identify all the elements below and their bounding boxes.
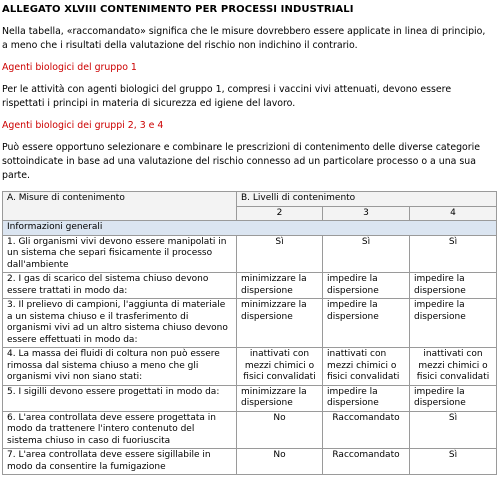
measure-cell: 3. Il prelievo di campioni, l'aggiunta di materiale a un sistema chiuso e il trasferimento di organismi vivi ad un altro sistema chiuso devono essere effettuati in modo da:: [3, 299, 237, 348]
col-a-header: A. Misure di contenimento: [3, 192, 237, 221]
level-2-cell: minimizzare la dispersione: [237, 299, 323, 348]
table-row: [3, 273, 497, 299]
level-2-cell: minimizzare la dispersione: [237, 385, 323, 411]
level-3-cell: impedire la dispersione: [323, 299, 410, 348]
section-label: Informazioni generali: [3, 221, 497, 236]
level-2-cell: Sì: [237, 235, 323, 273]
level-3-cell: Sì: [323, 235, 410, 273]
level-3-cell: inattivati con mezzi chimici o fisici convalidati: [323, 348, 410, 386]
containment-table: [2, 191, 497, 475]
table-row: [3, 385, 497, 411]
level-3-cell: impedire la dispersione: [323, 273, 410, 299]
page-title: ALLEGATO XLVIII CONTENIMENTO PER PROCESSI INDUSTRIALI: [2, 4, 354, 15]
level-3-cell: Raccomandato: [323, 449, 410, 475]
table-row: [3, 348, 497, 386]
level-3-cell: Raccomandato: [323, 411, 410, 449]
table-header-row: [3, 192, 497, 207]
level-2-cell: minimizzare la dispersione: [237, 273, 323, 299]
level-4-header: 4: [410, 206, 497, 221]
level-4-cell: inattivati con mezzi chimici o fisici convalidati: [410, 348, 497, 386]
level-2-cell: No: [237, 411, 323, 449]
level-2-cell: inattivati con mezzi chimici o fisici convalidati: [237, 348, 323, 386]
level-4-cell: impedire la dispersione: [410, 273, 497, 299]
level-3-cell: impedire la dispersione: [323, 385, 410, 411]
level-4-cell: impedire la dispersione: [410, 299, 497, 348]
level-3-header: 3: [323, 206, 410, 221]
table-row: [3, 299, 497, 348]
measure-cell: 5. I sigilli devono essere progettati in modo da:: [3, 385, 237, 411]
level-2-cell: No: [237, 449, 323, 475]
measure-cell: 7. L'area controllata deve essere sigillabile in modo da consentire la fumigazione: [3, 449, 237, 475]
group1-paragraph: Per le attività con agenti biologici del gruppo 1, compresi i vaccini vivi attenuati, devono essere rispettati i principi in materia di sicurezza ed igiene del lavoro.: [2, 84, 452, 109]
section-row: [3, 221, 497, 236]
table-row: [3, 449, 497, 475]
level-4-cell: impedire la dispersione: [410, 385, 497, 411]
level-4-cell: Sì: [410, 449, 497, 475]
col-b-header: B. Livelli di contenimento: [237, 192, 497, 207]
group1-heading: Agenti biologici del gruppo 1: [2, 62, 137, 73]
level-4-cell: Sì: [410, 235, 497, 273]
group234-heading: Agenti biologici dei gruppi 2, 3 e 4: [2, 120, 164, 131]
table-row: [3, 235, 497, 273]
table-row: [3, 411, 497, 449]
measure-cell: 6. L'area controllata deve essere progettata in modo da trattenere l'intero contenuto del sistema chiuso in caso di fuoriuscita: [3, 411, 237, 449]
level-4-cell: Sì: [410, 411, 497, 449]
measure-cell: 2. I gas di scarico del sistema chiuso devono essere trattati in modo da:: [3, 273, 237, 299]
measure-cell: 1. Gli organismi vivi devono essere manipolati in un sistema che separi fisicamente il processo dall'ambiente: [3, 235, 237, 273]
measure-cell: 4. La massa dei fluidi di coltura non può essere rimossa dal sistema chiuso a meno che gli organismi vivi non siano stati:: [3, 348, 237, 386]
level-2-header: 2: [237, 206, 323, 221]
intro-paragraph: Nella tabella, «raccomandato» significa che le misure dovrebbero essere applicate in linea di principio, a meno che i risultati della valutazione del rischio non indichino il contrario.: [2, 26, 486, 51]
group234-paragraph: Può essere opportuno selezionare e combinare le prescrizioni di contenimento delle diverse categorie sottoindicate in base ad una valutazione del rischio connesso ad un particolare processo o a una sua parte.: [2, 142, 481, 181]
